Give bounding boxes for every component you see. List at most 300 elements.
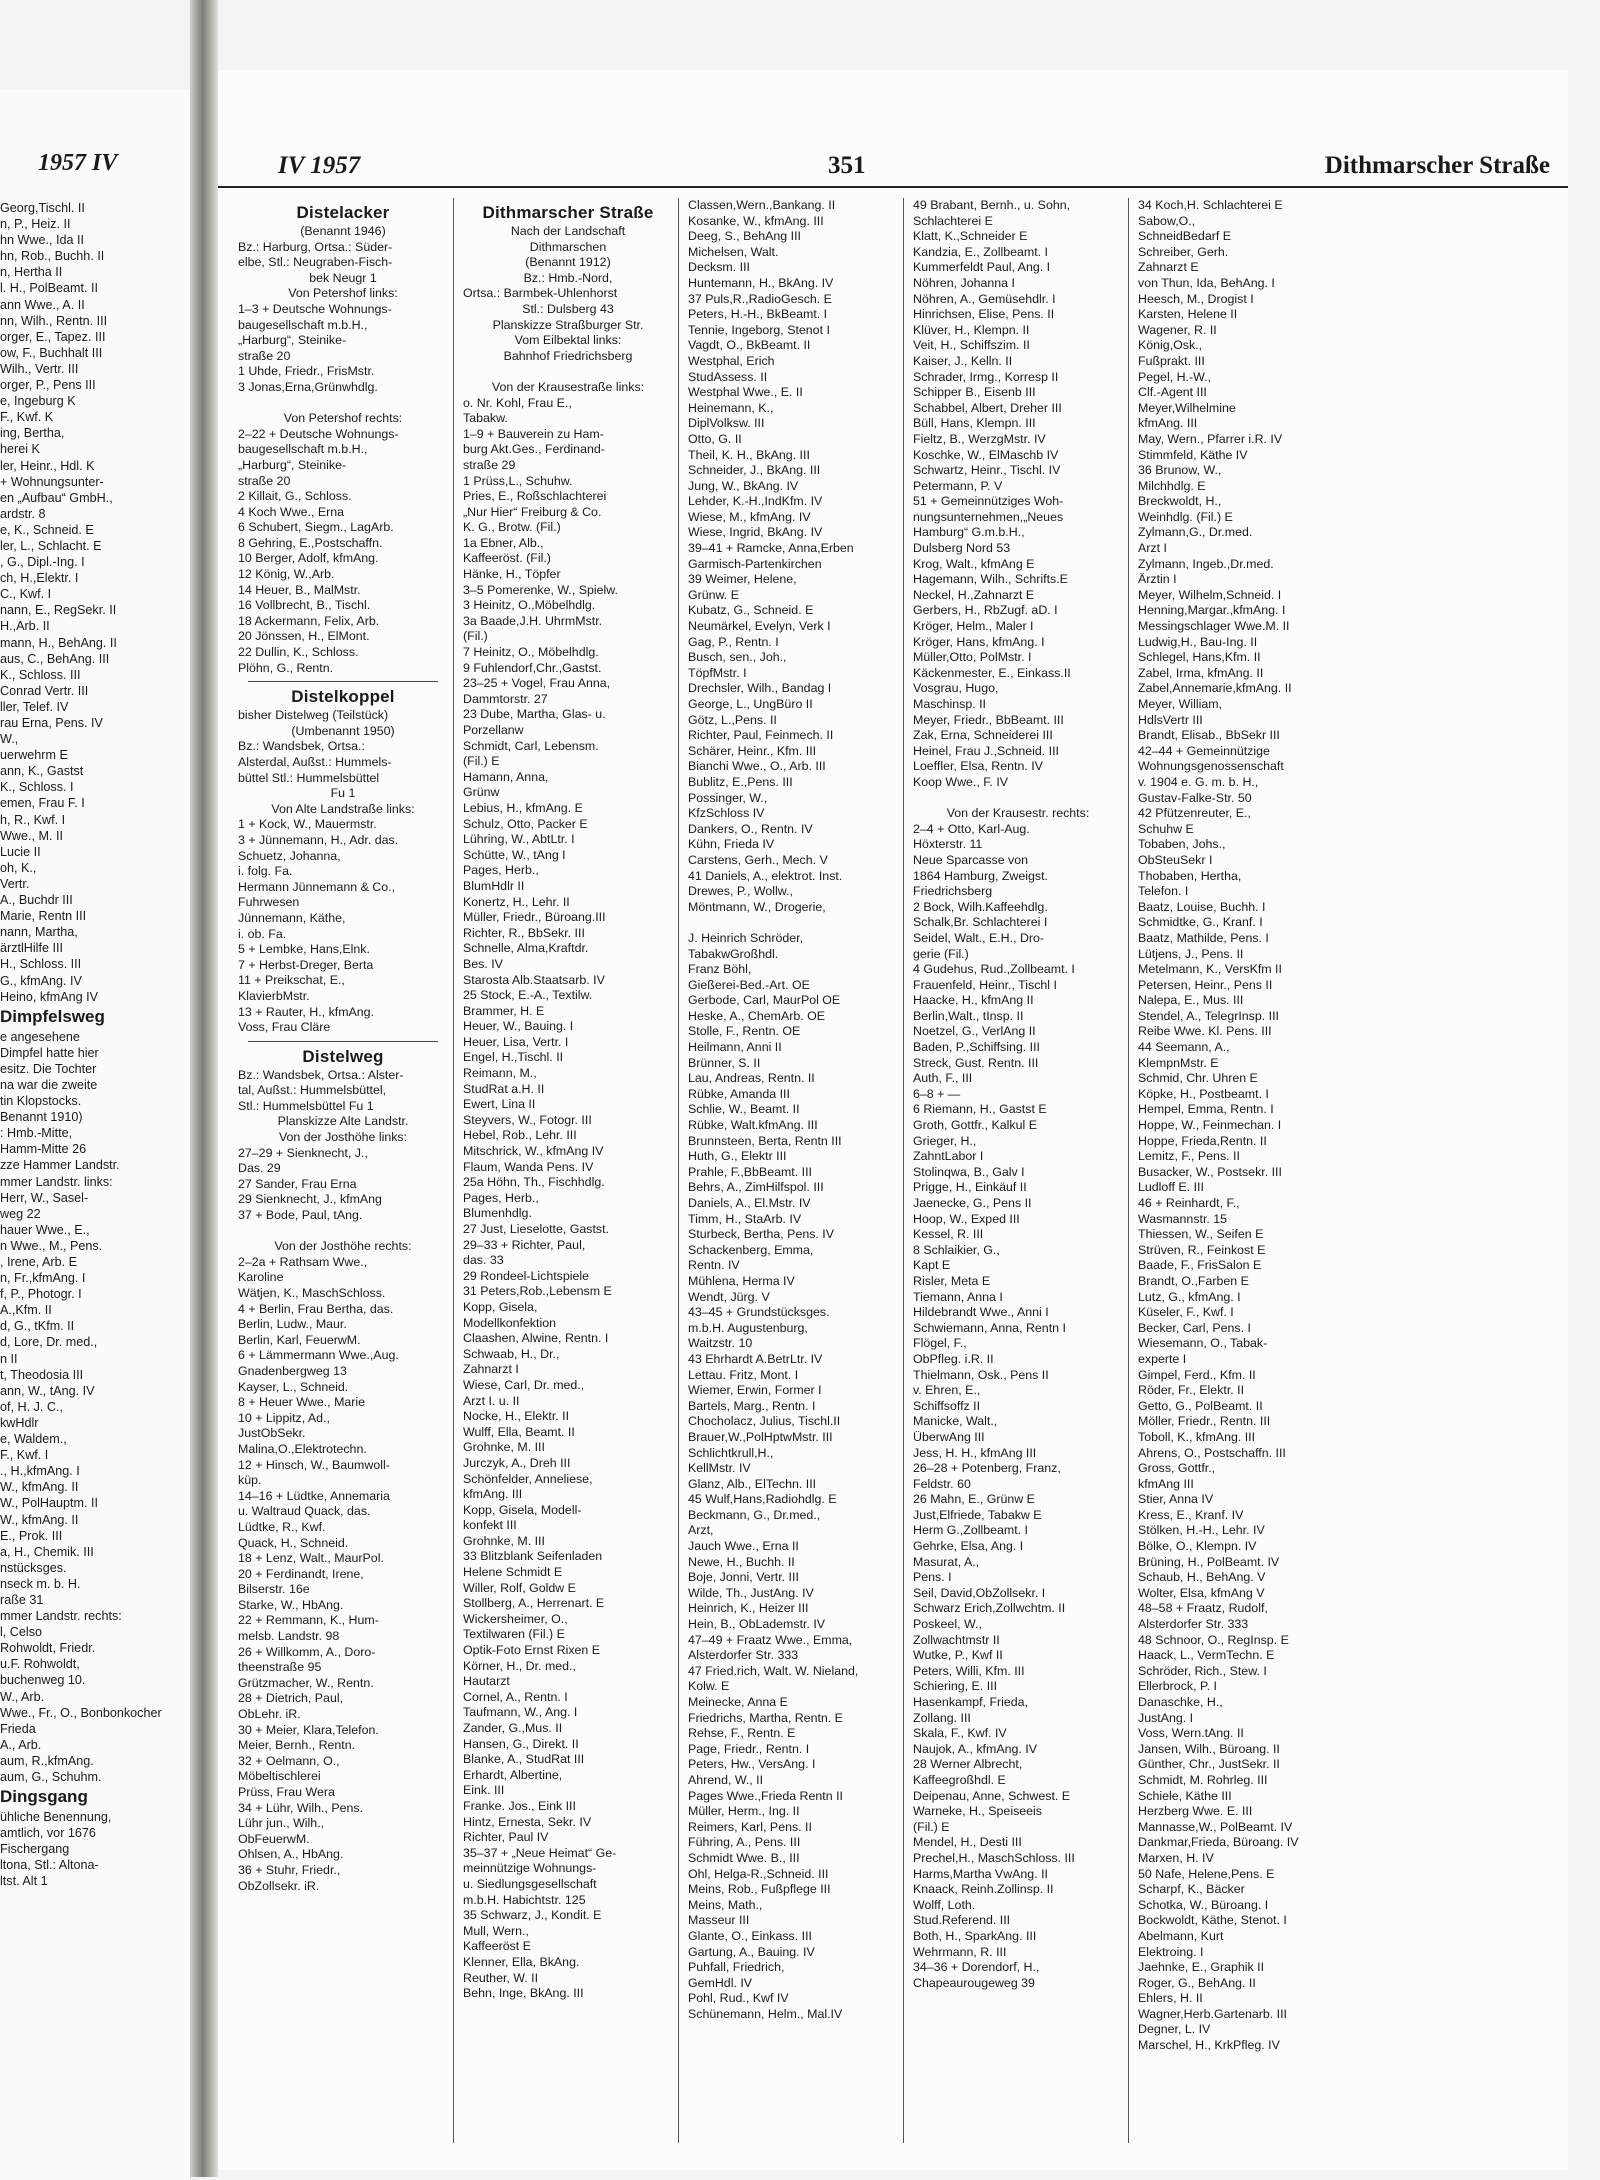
directory-entry: Pages, Herb., [463, 1190, 539, 1205]
directory-entry: Baade, F., FrisSalon E [1138, 1258, 1262, 1273]
directory-entry: Wickersheimer, O., [463, 1611, 568, 1626]
directory-entry: Telefon. I [1138, 884, 1189, 899]
directory-entry: mann, H., BehAng. II [0, 635, 117, 650]
directory-entry: Wasmannstr. 15 [1138, 1211, 1228, 1226]
directory-entry: Das. 29 [238, 1161, 281, 1176]
directory-entry: Herr, W., Sasel- [0, 1190, 89, 1205]
directory-entry: oh, K., [0, 860, 37, 875]
directory-entry: büttel Stl.: Hummelsbüttel [238, 770, 380, 785]
directory-entry: K., Schloss. III [0, 667, 81, 682]
section-note: Bz.: Hmb.-Nord, [523, 270, 613, 285]
directory-entry: 43 Ehrhardt A.BetrLtr. IV [688, 1351, 823, 1366]
directory-entry: Jaenecke, G., Pens II [913, 1196, 1032, 1210]
directory-entry: Zylmann, Ingeb.,Dr.med. [1138, 556, 1274, 571]
column-2 [463, 198, 673, 2148]
directory-entry: Ellerbrock, P. I [1138, 1679, 1217, 1694]
directory-entry: Kühn, Frieda IV [688, 837, 775, 852]
directory-entry: Grohnke, M. III [463, 1440, 545, 1455]
directory-entry: J. Heinrich Schröder, [688, 930, 804, 945]
directory-entry: Nocke, H., Elektr. II [463, 1409, 570, 1424]
directory-entry: Mannasse,W., PolBeamt. IV [1138, 1819, 1293, 1834]
directory-entry: E., Prok. III [0, 1528, 63, 1543]
directory-entry: 1a Ebner, Alb., [463, 535, 544, 550]
directory-entry: 8 + Heuer Wwe., Marie [238, 1395, 366, 1410]
directory-entry: Grohnke, M. III [463, 1533, 545, 1548]
directory-entry: Daniels, A., El.Mstr. IV [688, 1196, 811, 1210]
directory-entry: Vosgrau, Hugo, [913, 681, 999, 696]
directory-entry: orger, E., Tapez. III [0, 329, 106, 344]
directory-entry: u. Waltraud Quack, das. [238, 1504, 371, 1519]
directory-entry: GemHdl. IV [688, 1975, 753, 1990]
directory-entry: Stolinqwa, B., Galv I [913, 1164, 1025, 1179]
directory-entry: Zander, G.,Mus. II [463, 1721, 563, 1735]
directory-entry: herei K [0, 442, 40, 457]
directory-entry: Schlachterei E [913, 213, 993, 228]
directory-entry: Richter, Paul IV [463, 1830, 549, 1845]
directory-entry: 25 Stock, E.-A., Textilw. [463, 988, 593, 1003]
directory-entry: Henning,Margar.,kfmAng. I [1138, 603, 1286, 618]
directory-entry: 1 Uhde, Friedr., FrisMstr. [238, 364, 375, 379]
section-note: Nach der Landschaft [510, 224, 626, 238]
directory-entry: d, G., tKfm. II [0, 1319, 75, 1334]
directory-entry: JustObSekr. [238, 1426, 306, 1441]
directory-entry: Neumärkel, Evelyn, Verk I [688, 619, 831, 634]
directory-entry: Behn, Inge, BkAng. III [463, 1986, 584, 2001]
directory-entry: n Wwe., M., Pens. [0, 1238, 103, 1253]
directory-entry: Timm, H., StaArb. IV [688, 1211, 802, 1226]
directory-entry: Vertr. [0, 876, 30, 891]
directory-entry: Möbeltischlerei [238, 1769, 321, 1784]
directory-entry: 7 Heinitz, O., Möbelhdlg. [463, 645, 599, 660]
directory-entry: Prigge, H., Einkäuf II [913, 1180, 1027, 1195]
directory-entry: i. ob. Fa. [238, 926, 287, 941]
directory-entry: Carstens, Gerh., Mech. V [688, 852, 828, 867]
directory-entry: Strüven, R., Feinkost E [1138, 1242, 1266, 1257]
section-note: Von der Josthöhe links: [278, 1130, 408, 1145]
directory-entry: 2 Killait, G., Schloss. [238, 489, 352, 504]
directory-entry: Baatz, Mathilde, Pens. I [1138, 930, 1269, 945]
section-note: (Benannt 1946) [300, 224, 386, 238]
directory-entry: emen, Frau F. I [0, 796, 85, 811]
directory-entry: Streck, Gust. Rentn. III [913, 1055, 1039, 1070]
directory-entry: Gießerei-Bed.-Art. OE [688, 977, 810, 992]
directory-entry: Just,Elfriede, Tabakw E [913, 1507, 1042, 1522]
directory-entry: Richter, R., BbSekr. III [463, 925, 585, 940]
directory-entry: Fuhrwesen [238, 895, 300, 910]
directory-entry: Puhfall, Friedrich, [688, 1960, 785, 1975]
directory-entry: Brauer,W.,PolHptwMstr. III [688, 1429, 833, 1444]
directory-entry: Klatt, K.,Schneider E [913, 229, 1028, 244]
directory-entry: konfekt III [463, 1518, 517, 1533]
directory-entry: 42–44 + Gemeinnützige [1138, 743, 1270, 758]
page-header-street: Dithmarscher Straße [1324, 152, 1550, 179]
directory-entry: Führing, A., Pens. III [688, 1835, 801, 1850]
directory-entry: Veit, H., Schiffszim. II [913, 338, 1030, 353]
directory-entry: Prechel,H., MaschSchloss. III [913, 1850, 1075, 1865]
directory-entry: 11 + Preikschat, E., [238, 973, 345, 988]
directory-entry: Röder, Fr., Elektr. II [1138, 1383, 1245, 1398]
directory-entry: Huntemann, H., BkAng. IV [688, 275, 834, 290]
directory-entry: Brammer, H. E [463, 1003, 545, 1018]
directory-entry: Deeg, S., BehAng III [688, 229, 801, 244]
directory-entry: Rentn. IV [688, 1258, 740, 1273]
directory-entry: Zollang. III [913, 1710, 971, 1725]
directory-entry: Bölke, O., Klempn. IV [1138, 1539, 1257, 1554]
directory-entry: ler, Heinr., Hdl. K [0, 458, 95, 473]
directory-entry: Tennie, Ingeborg, Stenot I [688, 322, 830, 337]
directory-entry: Bz.: Wandsbek, Ortsa.: [238, 739, 365, 754]
directory-entry: Meyer, William, [1138, 697, 1222, 711]
directory-entry: Lütjens, J., Pens. II [1138, 946, 1244, 961]
directory-entry: Zahnarzt I [463, 1362, 519, 1377]
directory-entry: 51 + Gemeinnütziges Woh- [913, 494, 1064, 509]
directory-entry: Neue Sparcasse von [913, 852, 1029, 867]
directory-entry: ObPfleg. i.R. II [913, 1351, 994, 1366]
directory-entry: n, P., Heiz. II [0, 217, 71, 232]
directory-entry: F., Kwf. K [0, 410, 54, 425]
directory-entry: Westphal, Erich [688, 353, 775, 368]
section-divider [248, 681, 438, 682]
directory-entry: Pegel, H.-W., [1138, 369, 1211, 384]
directory-entry: Taufmann, W., Ang. I [463, 1705, 578, 1720]
column-divider [678, 198, 679, 2143]
section-note: Von Alte Landstraße links: [271, 801, 415, 816]
directory-entry: Fischergang [0, 1842, 70, 1857]
directory-entry: KellMstr. IV [688, 1461, 751, 1476]
directory-entry: 49 Brabant, Bernh., u. Sohn, [913, 198, 1071, 212]
directory-entry: kfmAng. III [463, 1487, 523, 1502]
directory-entry: Jaehnke, E., Graphik II [1138, 1960, 1265, 1975]
directory-entry: Fieltz, B., WerzgMstr. IV [913, 431, 1046, 446]
directory-entry: Breckwoldt, H., [1138, 494, 1222, 509]
directory-entry: Quack, H., Schneid. [238, 1535, 349, 1550]
directory-entry: Schiffsoffz II [913, 1398, 981, 1413]
directory-entry: W., PolHauptm. II [0, 1496, 98, 1511]
directory-entry: Friedrichs, Martha, Rentn. E [688, 1710, 843, 1725]
street-heading: Dithmarscher Straße [482, 203, 654, 222]
directory-entry: 28 + Dietrich, Paul, [238, 1691, 344, 1706]
directory-entry: Hoppe, Frieda,Rentn. II [1138, 1133, 1267, 1148]
directory-entry: uerwehrm E [0, 748, 68, 763]
section-divider [248, 1041, 438, 1042]
directory-entry: Meins, Math., [688, 1897, 763, 1912]
directory-entry: Malina,O.,Elektrotechn. [238, 1441, 367, 1456]
directory-entry: l, Celso [0, 1625, 42, 1640]
directory-entry: Busch, sen., Joh., [688, 650, 787, 665]
directory-entry: Ohl, Helga-R.,Schneid. III [688, 1866, 829, 1881]
directory-entry: Wolter, Elsa, kfmAng V [1138, 1585, 1265, 1600]
directory-entry: küp. [238, 1473, 262, 1488]
directory-entry: Mühlena, Herma IV [688, 1273, 795, 1288]
directory-entry: Wwe., Fr., O., Bonbonkocher [0, 1705, 162, 1720]
directory-entry: KlempnMstr. E [1138, 1055, 1219, 1070]
directory-entry: Pages Wwe.,Frieda Rentn II [688, 1788, 843, 1803]
directory-entry: Zahnarzt E [1138, 260, 1199, 275]
directory-entry: Heuer, Lisa, Vertr. I [463, 1034, 569, 1049]
directory-entry: kfmAng. III [1138, 416, 1198, 431]
directory-entry: Schabbel, Albert, Dreher III [913, 400, 1062, 415]
directory-entry: burg Akt.Ges., Ferdinand- [463, 442, 605, 457]
section-note: (Benannt 1912) [525, 255, 611, 270]
directory-entry: Peters, Hw., VersAng. I [688, 1757, 816, 1772]
directory-entry: 18 + Lenz, Walt., MaurPol. [238, 1551, 384, 1566]
directory-entry: mmer Landstr. links: [0, 1174, 113, 1189]
directory-entry: Krog, Walt., kfmAng E [913, 556, 1035, 571]
section-note: (Umbenannt 1950) [291, 723, 395, 738]
directory-entry: Knaack, Reinh.Zollinsp. II [913, 1882, 1054, 1897]
directory-entry: Heilmann, Anni II [688, 1040, 782, 1055]
directory-entry: Grützmacher, W., Rentn. [238, 1675, 374, 1690]
directory-entry: melsb. Landstr. 98 [238, 1629, 340, 1644]
directory-entry: Schiering, E. III [913, 1679, 998, 1694]
directory-entry: ler, L., Schlacht. E [0, 538, 102, 553]
directory-entry: Schröder, Rich., Stew. I [1138, 1663, 1267, 1678]
directory-entry: Schlichtkrull,H., [688, 1445, 774, 1460]
directory-entry: Engel, H.,Tischl. II [463, 1050, 564, 1065]
directory-entry: l. H., PolBeamt. II [0, 281, 98, 296]
directory-entry: Pohl, Rud., Kwf IV [688, 1991, 789, 2006]
directory-entry: das. 33 [463, 1253, 504, 1268]
directory-entry: Voss, Wern.tAng. II [1138, 1726, 1244, 1741]
directory-entry: Maschinsp. II [913, 697, 986, 711]
directory-entry: 45 Wulf,Hans,Radiohdlg. E [688, 1492, 837, 1507]
directory-entry: Ewert, Lina II [463, 1097, 536, 1112]
directory-entry: Klenner, Ella, BkAng. [463, 1954, 580, 1969]
directory-entry: hauer Wwe., E., [0, 1222, 90, 1237]
directory-entry: Nöhren, A., Gemüsehdlr. I [913, 291, 1056, 306]
directory-entry: Stier, Anna IV [1138, 1492, 1214, 1507]
directory-entry: 2–22 + Deutsche Wohnungs- [238, 426, 399, 441]
directory-entry: Schotka, W., Büroang. I [1138, 1897, 1269, 1912]
directory-entry: Jung, W., BkAng. IV [688, 478, 799, 493]
column-3 [688, 198, 898, 2148]
directory-entry: Wohnungsgenossenschaft [1138, 759, 1284, 774]
directory-entry: Michelsen, Walt. [688, 244, 779, 259]
directory-entry: Hempel, Emma, Rentn. I [1138, 1102, 1274, 1117]
directory-entry: Lehder, K.-H.,IndKfm. IV [688, 494, 823, 509]
directory-entry: Marschel, H., KrkPfleg. IV [1138, 2038, 1280, 2053]
directory-entry: Harms,Martha VwAng. II [913, 1866, 1048, 1881]
directory-entry: Peters, H.-H., BkBeamt. I [688, 307, 828, 322]
directory-entry: Kröger, Hans, kfmAng. I [913, 634, 1045, 649]
directory-entry: Fußprakt. III [1138, 353, 1205, 368]
section-note: Stl.: Dulsberg 43 [522, 301, 614, 316]
left-page-column [0, 200, 170, 1890]
directory-entry [238, 1224, 448, 1240]
directory-entry: Behrs, A., ZimHilfspol. III [688, 1180, 824, 1195]
directory-entry: h, R., Kwf. I [0, 812, 66, 827]
directory-entry: 3 + Jünnemann, H., Adr. das. [238, 832, 399, 847]
directory-entry: Schünemann, Helm., Mal.IV [688, 2006, 843, 2021]
directory-entry: Starosta Alb.Staatsarb. IV [463, 972, 605, 987]
directory-entry: Gerbode, Carl, MaurPol OE [688, 993, 841, 1008]
directory-entry: ühliche Benennung, [0, 1810, 112, 1825]
directory-entry: Ohlsen, A., HbAng. [238, 1847, 344, 1862]
directory-entry: Bz.: Harburg, Ortsa.: Süder- [238, 239, 393, 254]
directory-entry: Ludwig,H., Bau-Ing. II [1138, 634, 1258, 649]
directory-entry: Köpke, H., Postbeamt. I [1138, 1086, 1269, 1101]
directory-entry: Peters, Willi, Kfm. III [913, 1663, 1025, 1678]
directory-entry: Lemitz, F., Pens. II [1138, 1149, 1240, 1164]
directory-entry: 12 + Hinsch, W., Baumwoll- [238, 1457, 390, 1472]
street-heading: Distelacker [296, 203, 390, 222]
directory-entry: Dankmar,Frieda, Büroang. IV [1138, 1835, 1299, 1850]
directory-entry: DiplVolksw. III [688, 416, 765, 431]
directory-entry: Dimpfel hatte hier [0, 1045, 99, 1060]
directory-entry: Erhardt, Albertine, [463, 1767, 563, 1782]
directory-entry: Rübke, Amanda III [688, 1086, 790, 1101]
directory-entry: Schnelle, Alma,Kraftdr. [463, 941, 589, 956]
directory-entry: 13 + Rauter, H., kfmAng. [238, 1004, 375, 1019]
directory-entry: Hagemann, Wilh., Schrifts.E [913, 572, 1068, 587]
directory-entry: Müller, Herm., Ing. II [688, 1804, 800, 1819]
directory-entry: W., [0, 732, 19, 747]
directory-entry: Georg,Tischl. II [0, 201, 85, 215]
directory-entry: Both, H., SparkAng. III [913, 1928, 1037, 1943]
directory-entry: Drechsler, Wilh., Bandag I [688, 681, 832, 696]
directory-entry: 41 Daniels, A., elektrot. Inst. [688, 868, 843, 883]
directory-entry [913, 791, 1123, 807]
directory-entry: Zollwachtmstr II [913, 1632, 1000, 1647]
directory-entry: Jauch Wwe., Erna II [688, 1539, 799, 1554]
directory-entry: Schlie, W., Beamt. II [688, 1102, 800, 1117]
directory-entry: Alsterdorfer Str. 333 [688, 1648, 799, 1663]
directory-entry: H., Schloss. III [0, 957, 82, 972]
directory-entry: 48–58 + Fraatz, Rudolf, [1138, 1601, 1268, 1616]
directory-entry: Hebel, Rob., Lehr. III [463, 1128, 577, 1143]
directory-entry: Meinecke, Anna E [688, 1695, 788, 1709]
directory-entry: Skala, F., Kwf. IV [913, 1726, 1007, 1741]
directory-entry: aus, C., BehAng. III [0, 651, 110, 666]
directory-entry: A., Arb. [0, 1737, 42, 1752]
directory-entry: ardstr. 8 [0, 506, 46, 521]
directory-entry: 44 Seemann, A., [1138, 1040, 1230, 1055]
directory-entry: Modellkonfektion [463, 1315, 556, 1330]
directory-entry: 47–49 + Fraatz Wwe., Emma, [688, 1632, 853, 1647]
directory-entry: Schmidt, M. Rohrleg. III [1138, 1772, 1268, 1787]
directory-entry: Brandt, Elisab., BbSekr III [1138, 728, 1280, 743]
directory-entry: 23–25 + Vogel, Frau Anna, [463, 676, 611, 691]
directory-entry: Bublitz, E.,Pens. III [688, 774, 793, 789]
directory-entry: Manicke, Walt., [913, 1414, 998, 1429]
directory-entry: Mendel, H., Desti III [913, 1835, 1022, 1850]
directory-entry: 37 Puls,R.,RadioGesch. E [688, 291, 832, 306]
directory-entry: 4 Koch Wwe., Erna [238, 504, 345, 519]
directory-entry: Ärztin I [1138, 572, 1177, 587]
directory-entry: Busacker, W., Postsekr. III [1138, 1164, 1282, 1179]
directory-entry: Masurat, A., [913, 1554, 980, 1569]
directory-entry: von Thun, Ida, BehAng. I [1138, 275, 1275, 290]
directory-entry: Klüver, H., Klempn. II [913, 322, 1030, 337]
directory-entry: Schneider, J., BkAng. III [688, 463, 821, 478]
directory-entry: Haack, L., VermTechn. E [1138, 1648, 1275, 1663]
directory-entry: 1–3 + Deutsche Wohnungs- [238, 301, 392, 316]
directory-entry: Schmid, Chr. Uhren E [1138, 1071, 1258, 1086]
directory-entry: Schipper B., Eisenb III [913, 385, 1036, 400]
directory-entry: nungsunternehmen,„Neues [913, 509, 1064, 524]
directory-entry: Blanke, A., StudRat III [463, 1752, 585, 1767]
directory-entry: Weinhdlg. (Fil.) E [1138, 509, 1233, 524]
directory-entry: Glanz, Alb., ElTechn. III [688, 1476, 817, 1491]
directory-entry: Berlin,Walt., tInsp. II [913, 1008, 1024, 1023]
directory-entry: aum, G., Schuhm. [0, 1770, 102, 1784]
directory-entry: Friedrichsberg [913, 884, 993, 899]
directory-entry: m.b.H. Augustenburg, [688, 1320, 808, 1335]
directory-entry: Newe, H., Buchh. II [688, 1554, 795, 1569]
directory-entry: ann, W., tAng. IV [0, 1383, 95, 1398]
directory-entry: Stimmfeld, Käthe IV [1138, 447, 1248, 462]
directory-entry: 36 + Stuhr, Friedr., [238, 1862, 341, 1877]
directory-entry: Frieda [0, 1721, 36, 1736]
left-page [0, 90, 191, 2180]
directory-entry: Cornel, A., Rentn. I [463, 1689, 568, 1704]
directory-entry: Wagener, R. II [1138, 322, 1217, 337]
directory-entry: Konertz, H., Lehr. II [463, 894, 570, 909]
directory-entry: 27–29 + Sienknecht, J., [238, 1145, 368, 1160]
directory-entry: Marxen, H. IV [1138, 1850, 1214, 1865]
directory-entry: 26 + Willkomm, A., Doro- [238, 1644, 376, 1659]
directory-entry: Heuer, W., Bauing. I [463, 1019, 574, 1034]
directory-entry: f, P., Photogr. I [0, 1287, 82, 1302]
street-heading: Dingsgang [0, 1787, 88, 1807]
directory-entry: Alsterdorfer Str. 333 [1138, 1617, 1249, 1632]
directory-entry: 37 + Bode, Paul, tAng. [238, 1208, 363, 1223]
directory-entry: rau Erna, Pens. IV [0, 716, 103, 730]
directory-entry: 2–2a + Rathsam Wwe., [238, 1254, 368, 1269]
section-note: Von der Josthöhe rechts: [274, 1239, 412, 1254]
directory-entry: Textilwaren (Fil.) E [463, 1627, 565, 1642]
directory-entry: 18 Ackermann, Felix, Arb. [238, 613, 380, 628]
directory-entry: e, Ingeburg K [0, 394, 76, 409]
directory-entry: K., Schloss. I [0, 780, 74, 795]
directory-entry: 42 Pfützenreuter, E., [1138, 806, 1251, 821]
directory-entry: (Fil.) E [913, 1819, 950, 1834]
section-note: Planskizze Straßburger Str. [492, 317, 644, 332]
directory-entry: Gehrke, Elsa, Ang. I [913, 1539, 1024, 1554]
directory-entry: Tobaben, Johs., [1138, 837, 1226, 852]
directory-entry: 36 Brunow, W., [1138, 463, 1222, 478]
directory-entry: 3a Baade,J.H. UhrmMstr. [463, 613, 603, 628]
directory-entry: 20 Jönssen, H., ElMont. [238, 629, 370, 644]
directory-entry: Bockwoldt, Käthe, Stenot. I [1138, 1913, 1287, 1928]
directory-entry: Reimann, M., [463, 1066, 537, 1081]
directory-entry: Pages, Herb., [463, 863, 539, 878]
directory-entry: Rehse, F., Rentn. E [688, 1726, 796, 1741]
directory-entry: Boje, Jonni, Vertr. III [688, 1570, 799, 1585]
directory-entry: theenstraße 95 [238, 1660, 322, 1675]
directory-entry: Ludloff E. III [1138, 1180, 1204, 1195]
directory-entry: ing, Bertha, [0, 426, 65, 441]
directory-entry: Haacke, H., kfmAng II [913, 993, 1034, 1008]
directory-entry: en „Aufbau“ GmbH., [0, 490, 113, 505]
directory-entry: Koop Wwe., F. IV [913, 774, 1009, 789]
directory-entry: ann Wwe., A. II [0, 297, 85, 312]
directory-entry: Dulsberg Nord 53 [913, 541, 1011, 556]
directory-entry: Schwaab, H., Dr., [463, 1346, 560, 1361]
directory-entry: 20 + Ferdinandt, Irene, [238, 1566, 364, 1581]
directory-entry: Richter, Paul, Feinmech. II [688, 728, 834, 743]
directory-entry: Baatz, Louise, Buchh. I [1138, 899, 1266, 914]
directory-entry: Claashen, Alwine, Rentn. I [463, 1331, 609, 1346]
section-note: Von Petershof rechts: [283, 411, 403, 426]
directory-entry: u.F. Rohwoldt, [0, 1657, 80, 1672]
directory-entry: Ahrend, W., II [688, 1772, 764, 1787]
directory-entry: i. folg. Fa. [238, 864, 293, 879]
directory-entry: Herm G.,Zollbeamt. I [913, 1523, 1028, 1538]
directory-entry: Brunnsteen, Berta, Rentn III [688, 1133, 842, 1148]
directory-entry: Kaiser, J., Kelln. II [913, 353, 1013, 368]
directory-entry: Clf.-Agent III [1138, 385, 1207, 400]
